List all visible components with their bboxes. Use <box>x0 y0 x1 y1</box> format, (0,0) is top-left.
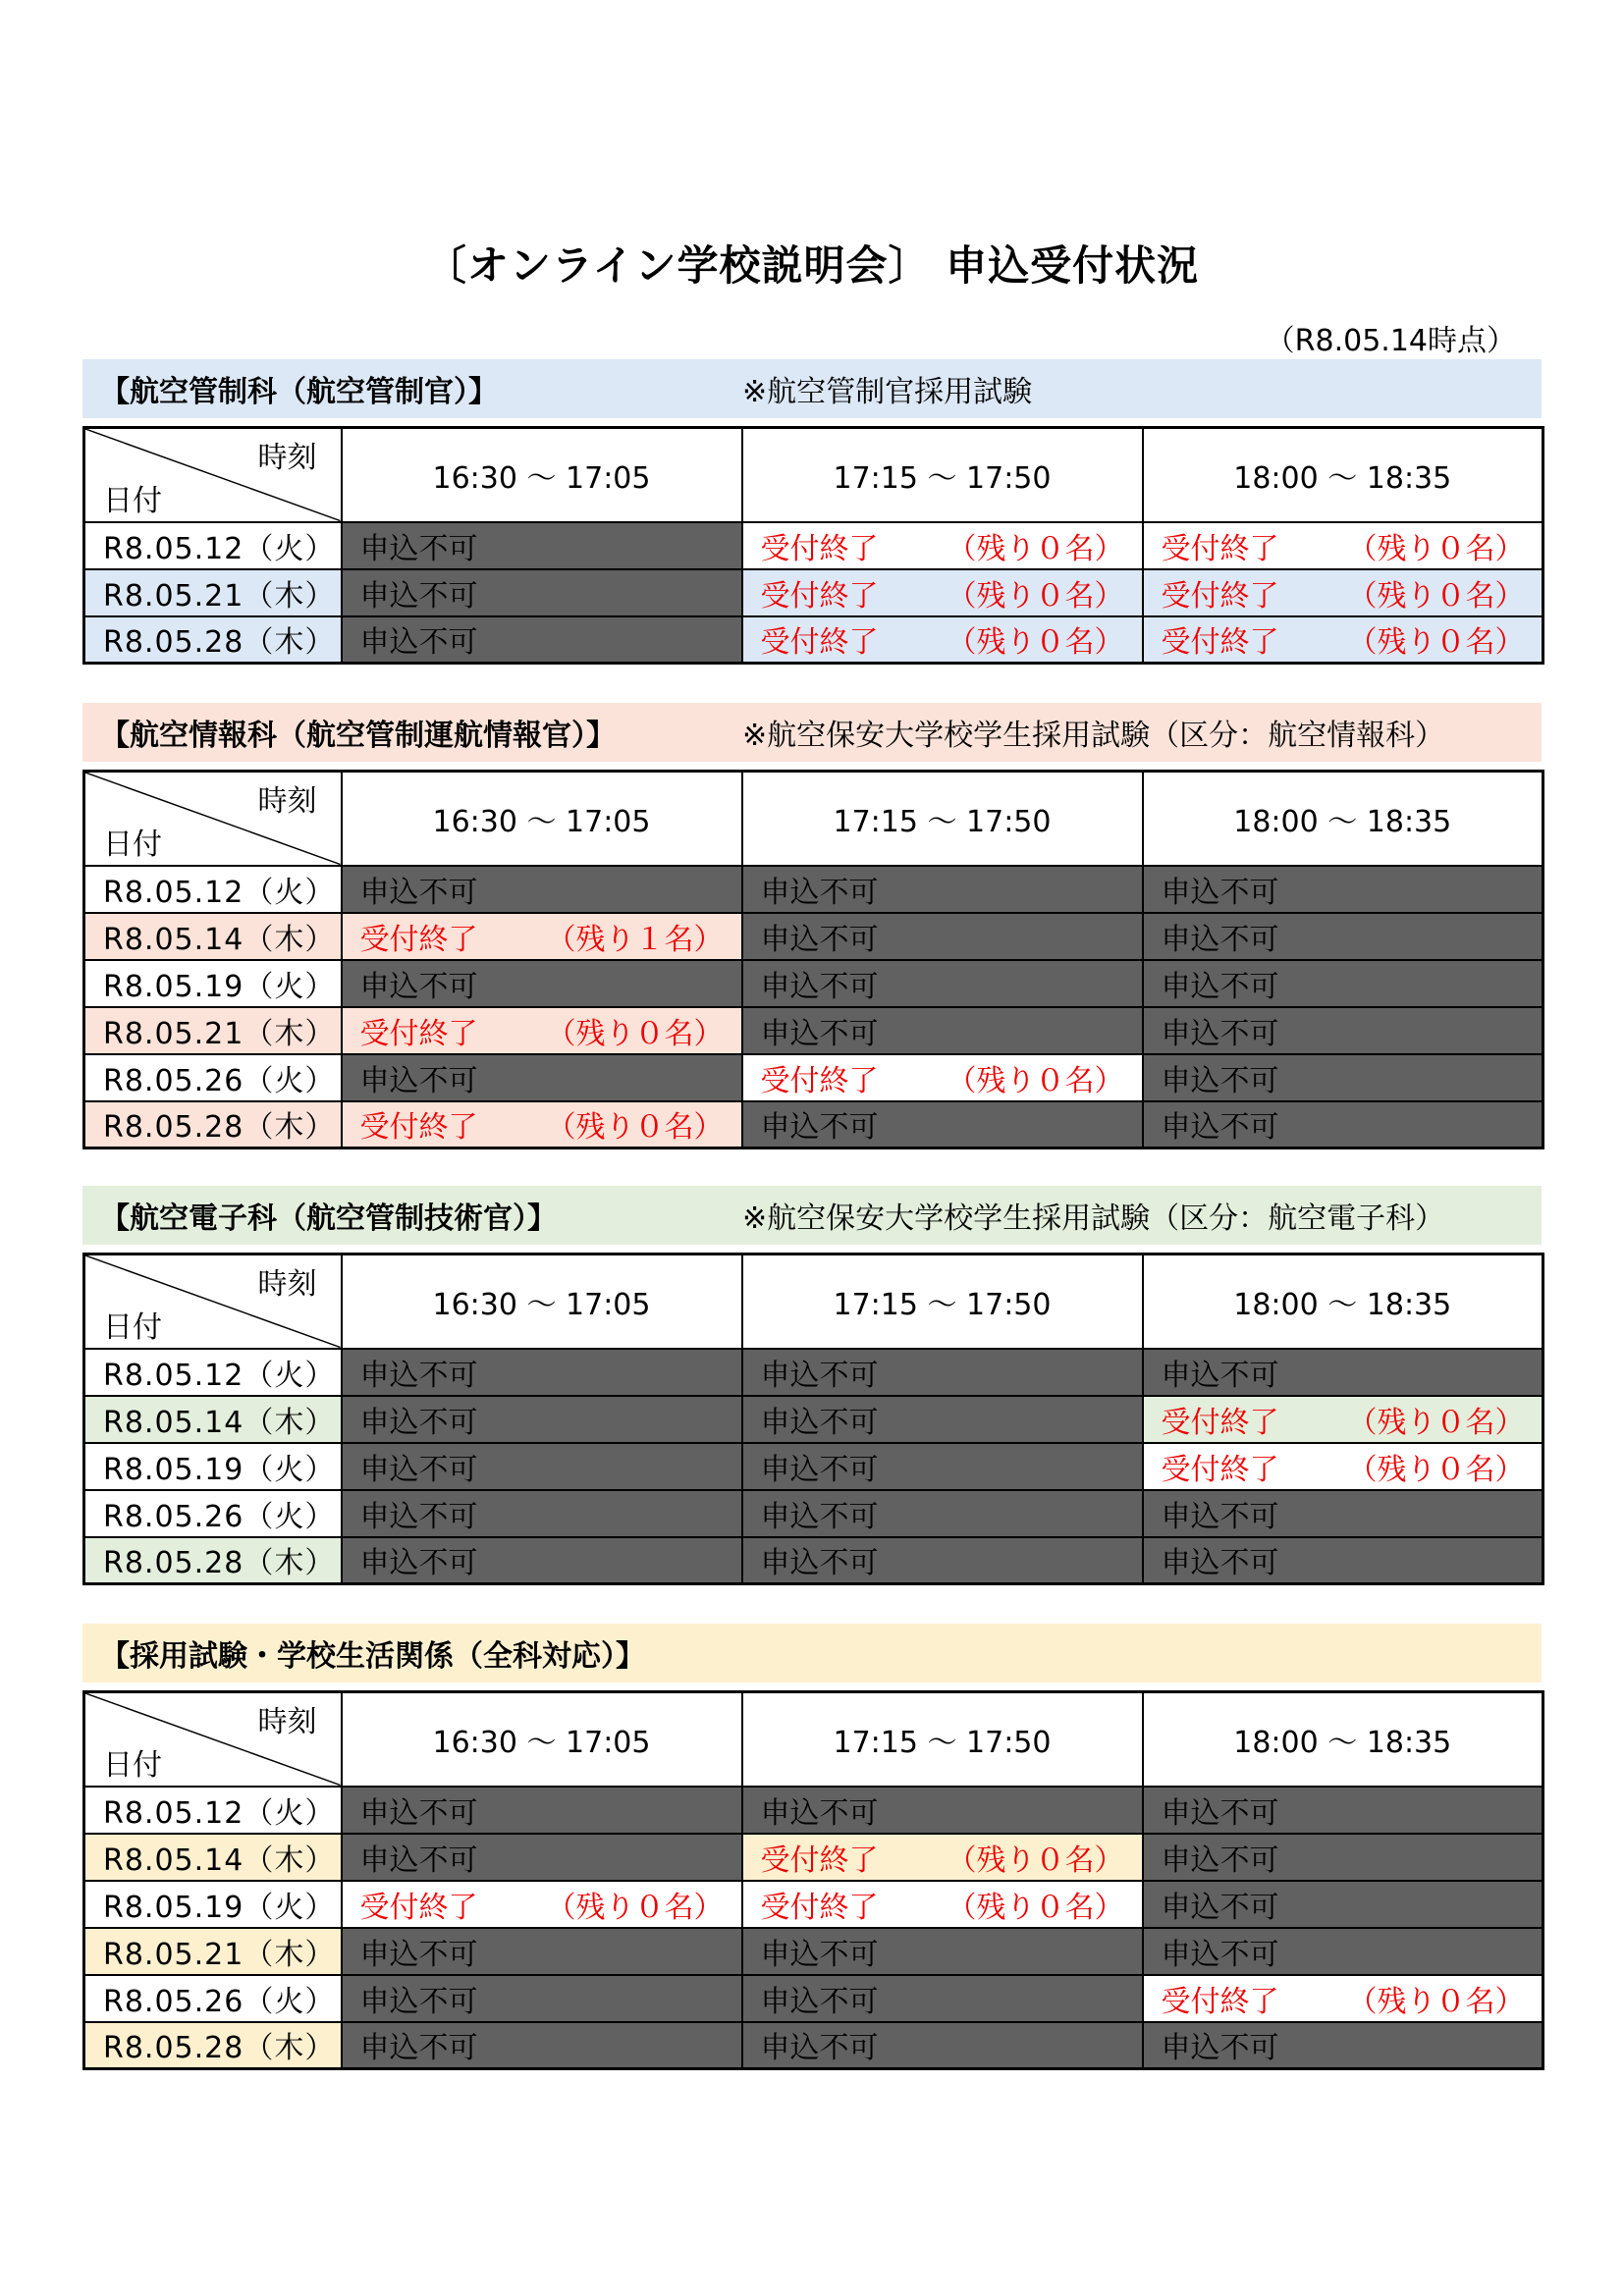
remaining-count: （残り０名） <box>1347 531 1525 566</box>
status-closed: 申込不可 <box>742 913 1143 960</box>
date-cell: R8.05.26（火） <box>84 1490 342 1537</box>
section-header <box>82 1186 1542 1245</box>
table-row <box>84 960 1543 1007</box>
table-row <box>84 1928 1543 1975</box>
time-slot-2: 17:15 〜 17:50 <box>742 428 1143 522</box>
date-label: 日付 <box>103 1309 162 1345</box>
status-closed: 申込不可 <box>742 2022 1143 2069</box>
section-4 <box>82 1624 1542 2070</box>
corner-cell <box>84 428 342 522</box>
time-label: 時刻 <box>257 441 317 475</box>
status-closed: 申込不可 <box>1143 1349 1543 1396</box>
status-closed: 申込不可 <box>742 1443 1143 1490</box>
remaining-count: （残り０名） <box>546 1016 724 1051</box>
status-full <box>742 522 1143 569</box>
corner-cell <box>84 772 342 866</box>
section-note: ※航空保安大学校学生採用試験（区分：航空電子科） <box>742 1201 1445 1236</box>
status-closed: 申込不可 <box>1143 1537 1543 1584</box>
status-closed: 申込不可 <box>742 1787 1143 1834</box>
table-row <box>84 1787 1543 1834</box>
status-closed: 申込不可 <box>342 960 742 1007</box>
remaining-count: （残り０名） <box>947 625 1124 661</box>
schedule-table <box>82 770 1544 1149</box>
status-full <box>342 1101 742 1148</box>
remaining-count: （残り１名） <box>546 922 724 957</box>
full-label: 受付終了 <box>359 1890 478 1925</box>
table-row <box>84 866 1543 913</box>
full-label: 受付終了 <box>359 922 478 957</box>
section-header <box>82 359 1542 418</box>
date-cell: R8.05.12（火） <box>84 1787 342 1834</box>
full-label: 受付終了 <box>1161 1452 1279 1487</box>
remaining-count: （残り０名） <box>1347 625 1525 661</box>
remaining-count: （残り０名） <box>546 1110 724 1146</box>
date-cell: R8.05.19（火） <box>84 1443 342 1490</box>
date-cell: R8.05.21（木） <box>84 1007 342 1054</box>
remaining-count: （残り０名） <box>1347 1452 1525 1487</box>
status-closed: 申込不可 <box>1143 1054 1543 1101</box>
remaining-count: （残り０名） <box>947 1063 1124 1098</box>
time-slot-3: 18:00 〜 18:35 <box>1143 772 1543 866</box>
date-label: 日付 <box>103 827 162 862</box>
date-cell: R8.05.12（火） <box>84 522 342 569</box>
date-cell: R8.05.19（火） <box>84 1881 342 1928</box>
time-slot-3: 18:00 〜 18:35 <box>1143 428 1543 522</box>
remaining-count: （残り０名） <box>947 531 1124 566</box>
header-row <box>84 1692 1543 1787</box>
date-cell: R8.05.28（木） <box>84 1101 342 1148</box>
status-full <box>742 1881 1143 1928</box>
status-closed: 申込不可 <box>1143 1928 1543 1975</box>
status-closed: 申込不可 <box>342 1396 742 1443</box>
status-closed: 申込不可 <box>342 1349 742 1396</box>
status-full <box>742 1834 1143 1881</box>
table-row <box>84 1537 1543 1584</box>
status-full <box>742 569 1143 616</box>
corner-cell <box>84 1692 342 1787</box>
full-label: 受付終了 <box>760 1063 879 1098</box>
header-row <box>84 772 1543 866</box>
status-closed: 申込不可 <box>342 616 742 664</box>
date-cell: R8.05.28（木） <box>84 1537 342 1584</box>
remaining-count: （残り０名） <box>546 1890 724 1925</box>
date-cell: R8.05.21（木） <box>84 1928 342 1975</box>
time-slot-2: 17:15 〜 17:50 <box>742 1692 1143 1787</box>
time-label: 時刻 <box>257 784 317 819</box>
full-label: 受付終了 <box>760 1890 879 1925</box>
remaining-count: （残り０名） <box>947 1842 1124 1878</box>
remaining-count: （残り０名） <box>1347 578 1525 614</box>
status-closed: 申込不可 <box>1143 1490 1543 1537</box>
status-closed: 申込不可 <box>342 1537 742 1584</box>
time-label: 時刻 <box>257 1705 317 1739</box>
section-title: 【採用試験・学校生活関係（全科対応）】 <box>100 1639 645 1674</box>
status-closed: 申込不可 <box>1143 866 1543 913</box>
status-full <box>1143 1975 1543 2022</box>
status-closed: 申込不可 <box>342 866 742 913</box>
date-cell: R8.05.26（火） <box>84 1975 342 2022</box>
full-label: 受付終了 <box>1161 1984 1279 2019</box>
date-cell: R8.05.28（木） <box>84 616 342 664</box>
full-label: 受付終了 <box>760 625 879 661</box>
status-closed: 申込不可 <box>1143 960 1543 1007</box>
section-header <box>82 703 1542 762</box>
date-cell: R8.05.12（火） <box>84 866 342 913</box>
status-closed: 申込不可 <box>1143 1101 1543 1148</box>
table-row <box>84 569 1543 616</box>
full-label: 受付終了 <box>1161 1405 1279 1440</box>
status-closed: 申込不可 <box>742 1007 1143 1054</box>
corner-cell <box>84 1255 342 1349</box>
schedule-table <box>82 1690 1544 2070</box>
remaining-count: （残り０名） <box>947 1890 1124 1925</box>
section-title: 【航空電子科（航空管制技術官）】 <box>100 1201 557 1236</box>
status-closed: 申込不可 <box>342 1787 742 1834</box>
date-cell: R8.05.19（火） <box>84 960 342 1007</box>
full-label: 受付終了 <box>359 1110 478 1146</box>
status-full <box>742 616 1143 664</box>
full-label: 受付終了 <box>1161 625 1279 661</box>
time-slot-3: 18:00 〜 18:35 <box>1143 1692 1543 1787</box>
date-label: 日付 <box>103 483 162 518</box>
section-1 <box>82 359 1542 665</box>
table-row <box>84 913 1543 960</box>
remaining-count: （残り０名） <box>947 578 1124 614</box>
status-closed: 申込不可 <box>742 1537 1143 1584</box>
time-slot-1: 16:30 〜 17:05 <box>342 772 742 866</box>
time-slot-3: 18:00 〜 18:35 <box>1143 1255 1543 1349</box>
full-label: 受付終了 <box>760 1842 879 1878</box>
schedule-table <box>82 1253 1544 1585</box>
table-row <box>84 1396 1543 1443</box>
schedule-table <box>82 426 1544 665</box>
date-label: 日付 <box>103 1747 162 1783</box>
time-slot-2: 17:15 〜 17:50 <box>742 1255 1143 1349</box>
status-full <box>1143 569 1543 616</box>
status-closed: 申込不可 <box>1143 913 1543 960</box>
status-closed: 申込不可 <box>742 1928 1143 1975</box>
status-closed: 申込不可 <box>742 960 1143 1007</box>
table-row <box>84 1349 1543 1396</box>
section-title: 【航空管制科（航空管制官）】 <box>100 375 498 409</box>
full-label: 受付終了 <box>760 531 879 566</box>
status-full <box>342 1007 742 1054</box>
date-cell: R8.05.14（木） <box>84 913 342 960</box>
table-row <box>84 1881 1543 1928</box>
date-cell: R8.05.26（火） <box>84 1054 342 1101</box>
status-closed: 申込不可 <box>1143 1881 1543 1928</box>
status-closed: 申込不可 <box>1143 1834 1543 1881</box>
status-full <box>742 1054 1143 1101</box>
table-row <box>84 1834 1543 1881</box>
date-cell: R8.05.12（火） <box>84 1349 342 1396</box>
status-closed: 申込不可 <box>1143 1787 1543 1834</box>
header-row <box>84 1255 1543 1349</box>
status-closed: 申込不可 <box>742 1349 1143 1396</box>
status-full <box>1143 616 1543 664</box>
full-label: 受付終了 <box>1161 578 1279 614</box>
full-label: 受付終了 <box>359 1016 478 1051</box>
table-row <box>84 522 1543 569</box>
status-closed: 申込不可 <box>742 1975 1143 2022</box>
date-cell: R8.05.21（木） <box>84 569 342 616</box>
table-row <box>84 1490 1543 1537</box>
time-slot-1: 16:30 〜 17:05 <box>342 428 742 522</box>
status-full <box>1143 1396 1543 1443</box>
remaining-count: （残り０名） <box>1347 1405 1525 1440</box>
header-row <box>84 428 1543 522</box>
time-slot-2: 17:15 〜 17:50 <box>742 772 1143 866</box>
table-row <box>84 1101 1543 1148</box>
table-row <box>84 616 1543 664</box>
status-closed: 申込不可 <box>742 866 1143 913</box>
status-closed: 申込不可 <box>1143 1007 1543 1054</box>
full-label: 受付終了 <box>760 578 879 614</box>
table-row <box>84 2022 1543 2069</box>
status-closed: 申込不可 <box>342 569 742 616</box>
status-closed: 申込不可 <box>1143 2022 1543 2069</box>
section-2 <box>82 703 1542 1149</box>
status-closed: 申込不可 <box>742 1396 1143 1443</box>
status-closed: 申込不可 <box>342 522 742 569</box>
section-note: ※航空保安大学校学生採用試験（区分：航空情報科） <box>742 719 1445 753</box>
remaining-count: （残り０名） <box>1347 1984 1525 2019</box>
status-full <box>342 1881 742 1928</box>
status-full <box>1143 522 1543 569</box>
status-closed: 申込不可 <box>742 1490 1143 1537</box>
table-row <box>84 1443 1543 1490</box>
section-header <box>82 1624 1542 1682</box>
table-row <box>84 1007 1543 1054</box>
table-row <box>84 1975 1543 2022</box>
date-cell: R8.05.28（木） <box>84 2022 342 2069</box>
table-row <box>84 1054 1543 1101</box>
time-slot-1: 16:30 〜 17:05 <box>342 1692 742 1787</box>
status-closed: 申込不可 <box>342 1443 742 1490</box>
status-closed: 申込不可 <box>342 1834 742 1881</box>
status-closed: 申込不可 <box>742 1101 1143 1148</box>
section-3 <box>82 1186 1542 1585</box>
time-label: 時刻 <box>257 1267 317 1302</box>
as-of-timestamp: （R8.05.14時点） <box>1265 324 1516 358</box>
status-full <box>342 913 742 960</box>
section-title: 【航空情報科（航空管制運航情報官）】 <box>100 719 616 753</box>
date-cell: R8.05.14（木） <box>84 1834 342 1881</box>
status-closed: 申込不可 <box>342 1928 742 1975</box>
full-label: 受付終了 <box>1161 531 1279 566</box>
section-note: ※航空管制官採用試験 <box>742 375 1033 409</box>
status-closed: 申込不可 <box>342 1490 742 1537</box>
status-closed: 申込不可 <box>342 1054 742 1101</box>
status-closed: 申込不可 <box>342 1975 742 2022</box>
status-full <box>1143 1443 1543 1490</box>
date-cell: R8.05.14（木） <box>84 1396 342 1443</box>
page-title: 〔オンライン学校説明会〕 申込受付状況 <box>424 241 1200 290</box>
time-slot-1: 16:30 〜 17:05 <box>342 1255 742 1349</box>
status-closed: 申込不可 <box>342 2022 742 2069</box>
